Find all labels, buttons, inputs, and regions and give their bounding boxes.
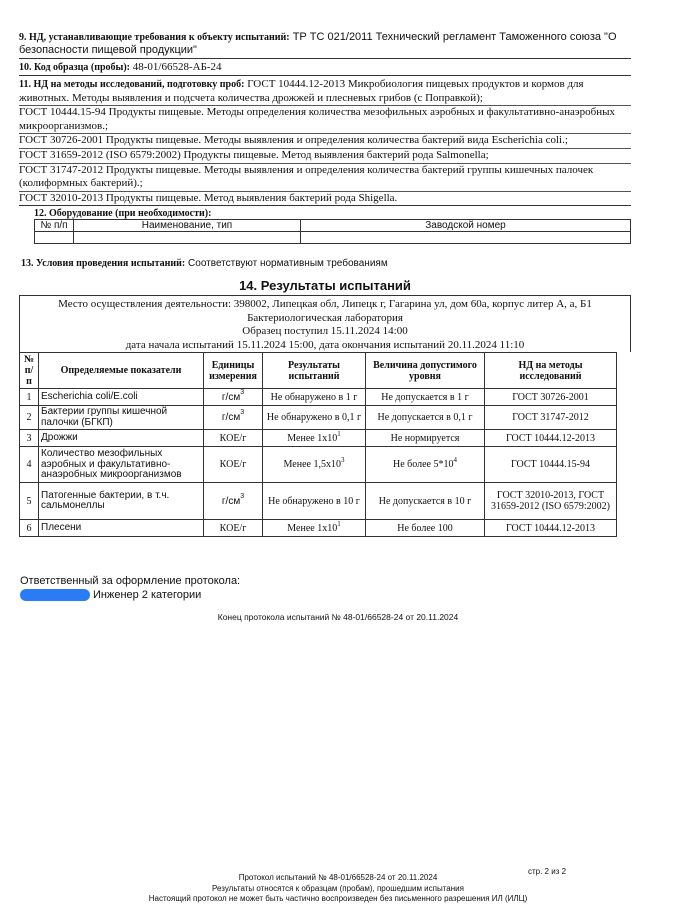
section-11-label: 11. НД на методы исследований, подготовку проб: [19, 79, 245, 90]
row-method: ГОСТ 10444.15-94 [485, 447, 617, 483]
unit-text: КОЕ/г [219, 522, 247, 534]
row-unit [204, 520, 263, 537]
section-9-label: 9. НД, устанавливающие требования к объекту испытаний: [19, 32, 290, 43]
row-indicator: Патогенные бактерии, в т.ч. сальмонеллы [39, 483, 204, 520]
table-row [20, 430, 617, 447]
unit-text: КОЕ/г [219, 459, 247, 471]
unit-text: г/см [221, 391, 241, 403]
footer-line: Результаты относятся к образцам (пробам), прошедшим испытания [212, 883, 464, 893]
results-col-limit: Величина допустимого уровня [366, 353, 485, 389]
row-num: 6 [20, 520, 39, 537]
row-unit [204, 447, 263, 483]
row-result [263, 520, 366, 537]
section-10-value: 48-01/66528-АБ-24 [130, 61, 222, 73]
result-text: Менее 1x10 [287, 432, 338, 444]
responsible-label: Ответственный за оформление протокола: [20, 575, 241, 587]
row-method: ГОСТ 32010-2013, ГОСТ 31659-2012 (ISO 6579:2002) [485, 483, 617, 520]
equipment-col-num: № п/п [35, 220, 74, 232]
unit-text: г/см [221, 412, 241, 424]
section-11-line: ГОСТ 31747-2012 Продукты пищевые. Методы выявления и определения количества бактерий группы кишечных палочек (колиформных бактерий).; [19, 164, 631, 192]
equipment-col-serial: Заводской номер [301, 220, 631, 232]
row-limit: Не допускается в 0,1 г [366, 406, 485, 430]
results-info-box [19, 295, 631, 352]
table-row [20, 406, 617, 430]
row-unit [204, 406, 263, 430]
section-12 [19, 206, 631, 219]
row-num: 3 [20, 430, 39, 447]
row-limit: Не нормируется [366, 430, 485, 447]
limit-text: Не более 5*10 [393, 459, 454, 471]
result-sup: 1 [337, 519, 341, 528]
limit-sup: 4 [453, 456, 457, 465]
result-sup: 3 [340, 456, 345, 465]
section-13 [21, 258, 631, 269]
results-title: 14. Результаты испытаний [239, 278, 411, 294]
results-col-method: НД на методы исследований [485, 353, 617, 389]
row-unit [204, 389, 263, 406]
results-place: Место осуществления деятельности: 398002, Липецкая обл, Липецк г, Гагарина ул, дом 60а, корпус литер А, а, Б1 [58, 298, 592, 311]
section-12-label: 12. Оборудование (при необходимости): [34, 208, 212, 220]
results-col-num: № п/п [20, 353, 39, 389]
row-limit [366, 447, 485, 483]
unit-text: КОЕ/г [219, 432, 247, 444]
row-method: ГОСТ 30726-2001 [485, 389, 617, 406]
equipment-empty-row [35, 232, 631, 244]
row-limit: Не допускается в 1 г [366, 389, 485, 406]
row-unit [204, 430, 263, 447]
results-col-units: Единицы измерения [204, 353, 263, 389]
table-row [20, 483, 617, 520]
unit-sup: 3 [240, 409, 245, 417]
section-10-label: 10. Код образца (пробы): [19, 62, 130, 73]
equipment-table [34, 219, 631, 244]
section-11-line [19, 78, 631, 106]
row-num: 1 [20, 389, 39, 406]
responsible-role: Инженер 2 категории [93, 589, 202, 601]
unit-sup: 3 [240, 388, 245, 396]
row-limit: Не более 100 [366, 520, 485, 537]
row-method: ГОСТ 31747-2012 [485, 406, 617, 430]
footer-line: Протокол испытаний № 48-01/66528-24 от 20.11.2024 [238, 873, 438, 882]
responsible-block [20, 574, 240, 602]
section-9 [19, 26, 631, 59]
footer [0, 873, 676, 905]
row-indicator: Бактерии группы кишечной палочки (БГКП) [39, 406, 204, 430]
redacted-name [20, 589, 90, 601]
row-method: ГОСТ 10444.12-2013 [485, 430, 617, 447]
row-num: 4 [20, 447, 39, 483]
result-text: Менее 1x10 [287, 522, 338, 534]
result-text: Менее 1,5x10 [283, 459, 341, 471]
footer-line: Настоящий протокол не может быть частично воспроизведен без письменного разрешения ИЛ (ИЛЦ) [148, 894, 528, 903]
row-result [263, 447, 366, 483]
row-result [263, 430, 366, 447]
row-limit: Не допускается в 10 г [366, 483, 485, 520]
equipment-col-name: Наименование, тип [74, 220, 301, 232]
results-received: Образец поступил 15.11.2024 14:00 [242, 325, 408, 338]
table-row [20, 389, 617, 406]
results-col-indicator: Определяемые показатели [39, 353, 204, 389]
unit-sup: 3 [240, 492, 245, 500]
section-9-value: ТР ТС 021/2011 Технический регламент Таможенного союза "О безопасности пищевой продукции" [19, 31, 617, 56]
results-dates: дата начала испытаний 15.11.2024 15:00, дата окончания испытаний 20.11.2024 11:10 [125, 338, 525, 351]
results-col-result: Результаты испытаний [263, 353, 366, 389]
row-num: 2 [20, 406, 39, 430]
row-indicator: Escherichia coli/E.coli [39, 389, 204, 406]
equipment-header-row [35, 220, 631, 232]
results-table [19, 352, 617, 537]
responsible-line [20, 588, 240, 602]
section-13-label: 13. Условия проведения испытаний: [21, 258, 186, 270]
results-header-row [20, 353, 617, 389]
row-unit [204, 483, 263, 520]
table-row [20, 520, 617, 537]
section-11-line: ГОСТ 10444.15-94 Продукты пищевые. Методы определения количества мезофильных аэробных и факультативно-анаэробных микроорганизмов.; [19, 106, 631, 134]
section-13-value: Соответствуют нормативным требованиям [185, 258, 388, 270]
row-result: Не обнаружено в 0,1 г [263, 406, 366, 430]
section-11-text: ГОСТ 10444.12-2013 Микробиология пищевых продуктов и кормов для животных. Методы выявления и подсчета количества дрожжей и плесневых грибов (с Поправкой); [19, 78, 584, 104]
row-method: ГОСТ 10444.12-2013 [485, 520, 617, 537]
row-indicator: Количество мезофильных аэробных и факультативно-анаэробных микроорганизмов [39, 447, 204, 483]
protocol-page [19, 26, 631, 537]
unit-text: г/см [221, 495, 241, 507]
section-11-line: ГОСТ 31659-2012 (ISO 6579:2002) Продукты пищевые. Метод выявления бактерий рода Salmonella; [19, 149, 631, 164]
row-indicator: Дрожжи [39, 430, 204, 447]
row-result: Не обнаружено в 1 г [263, 389, 366, 406]
row-result: Не обнаружено в 10 г [263, 483, 366, 520]
page-number: стр. 2 из 2 [528, 867, 567, 876]
section-11-line: ГОСТ 30726-2001 Продукты пищевые. Методы выявления и определения количества бактерий вида Escherichia coli.; [19, 134, 631, 149]
row-num: 5 [20, 483, 39, 520]
section-11 [19, 76, 631, 206]
section-10 [19, 59, 631, 76]
end-note: Конец протокола испытаний № 48-01/66528-24 от 20.11.2024 [217, 612, 459, 622]
section-11-line: ГОСТ 32010-2013 Продукты пищевые. Метод выявления бактерий рода Shigella. [19, 192, 631, 207]
results-lab: Бактериологическая лаборатория [247, 311, 403, 324]
row-indicator: Плесени [39, 520, 204, 537]
result-sup: 1 [337, 429, 341, 438]
table-row [20, 447, 617, 483]
